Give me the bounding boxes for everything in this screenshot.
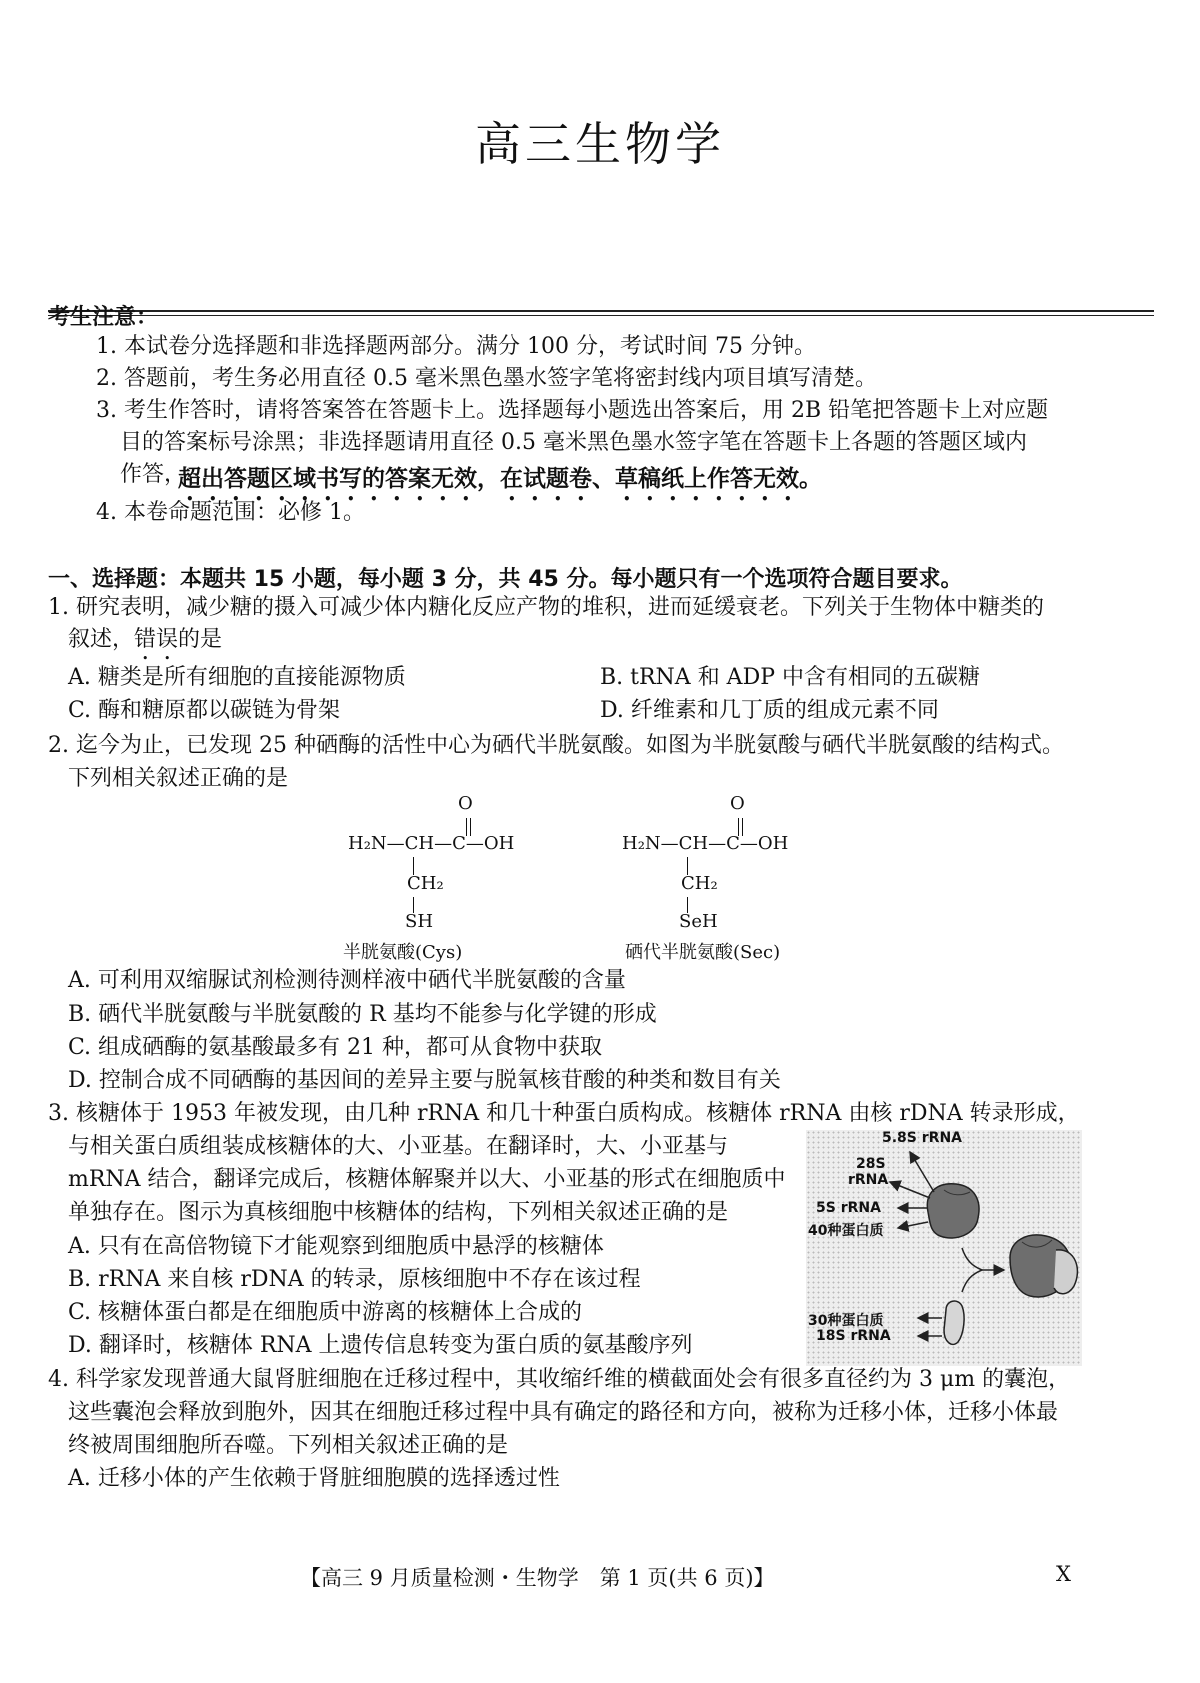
label-5-8s-rrna: 5.8S rRNA: [882, 1130, 962, 1146]
q4-option-a: A. 迁移小体的产生依赖于肾脏细胞膜的选择透过性: [68, 1466, 560, 1491]
q2-option-a: A. 可利用双缩脲试剂检测待测样液中硒代半胱氨酸的含量: [68, 968, 626, 993]
page-title: 高三生物学: [475, 117, 725, 171]
q1-emphasis: 错误: [134, 627, 179, 652]
label-18s-rrna: 18S rRNA: [816, 1328, 891, 1344]
notice-emphasis: 超出答题区域书写的答案无效，在试题卷、草稿纸上作答无效。: [178, 466, 822, 492]
notice-item-3-cont: 目的答案标号涂黑；非选择题请用直径 0.5 毫米黑色墨水签字笔在答题卡上各题的答题区域内: [120, 430, 1027, 455]
q2-option-c: C. 组成硒酶的氨基酸最多有 21 种，都可从食物中获取: [68, 1035, 603, 1060]
q4-stem-line2: 这些囊泡会释放到胞外，因其在细胞迁移过程中具有确定的路径和方向，被称为迁移小体，迁移小体最: [68, 1400, 1059, 1425]
label-40-proteins: 40种蛋白质: [808, 1223, 884, 1239]
q1-stem-line2: 叙述，错误的是: [68, 627, 223, 652]
notice-heading: 考生注意：: [48, 305, 159, 330]
q3-option-a: A. 只有在高倍物镜下才能观察到细胞质中悬浮的核糖体: [68, 1234, 604, 1259]
sec-r-group: SeH: [679, 911, 718, 932]
q3-stem-line1: 3. 核糖体于 1953 年被发现，由几种 rRNA 和几十种蛋白质构成。核糖体 rRNA 由核 rDNA 转录形成，: [48, 1101, 1080, 1126]
q3-stem-line2: 与相关蛋白质组装成核糖体的大、小亚基。在翻译时，大、小亚基与: [68, 1134, 729, 1159]
q3-option-b: B. rRNA 来自核 rDNA 的转录，原核细胞中不存在该过程: [68, 1267, 641, 1292]
q3-option-d: D. 翻译时，核糖体 RNA 上遗传信息转变为蛋白质的氨基酸序列: [68, 1333, 693, 1358]
notice-item-2: 2. 答题前，考生务必用直径 0.5 毫米黑色墨水签字笔将密封线内项目填写清楚。: [96, 366, 877, 391]
q1-option-d: D. 纤维素和几丁质的组成元素不同: [600, 698, 939, 723]
sec-backbone: H₂N—CH—C—OH: [622, 833, 789, 854]
notice-item-1: 1. 本试卷分选择题和非选择题两部分。满分 100 分，考试时间 75 分钟。: [96, 334, 816, 359]
footer-code: X: [1056, 1562, 1071, 1586]
notice-item-4: 4. 本卷命题范围：必修 1。: [96, 500, 365, 525]
ribosome-figure: [806, 1130, 1082, 1366]
q4-stem-line1: 4. 科学家发现普通大鼠肾脏细胞在迁移过程中，其收缩纤维的横截面处会有很多直径约为 3 μm 的囊泡，: [48, 1367, 1071, 1392]
header-rule: [48, 310, 1154, 312]
header-rule-thin: [48, 315, 1154, 316]
label-28s-rrna: rRNA: [848, 1172, 889, 1188]
q3-option-c: C. 核糖体蛋白都是在细胞质中游离的核糖体上合成的: [68, 1300, 583, 1325]
q4-stem-line3: 终被周围细胞所吞噬。下列相关叙述正确的是: [68, 1433, 509, 1458]
cys-r-group: SH: [405, 911, 434, 932]
q3-stem-line3: mRNA 结合，翻译完成后，核糖体解聚并以大、小亚基的形式在细胞质中: [68, 1167, 786, 1192]
q1-stem-line1: 1. 研究表明，减少糖的摄入可减少体内糖化反应产物的堆积，进而延缓衰老。下列关于生物体中糖类的: [48, 595, 1044, 620]
sec-ch2: CH₂: [681, 873, 718, 894]
label-5s-rrna: 5S rRNA: [816, 1200, 881, 1216]
sec-caption: 硒代半胱氨酸(Sec): [625, 942, 781, 963]
small-subunit: [944, 1301, 964, 1344]
q1-option-b: B. tRNA 和 ADP 中含有相同的五碳糖: [600, 665, 981, 690]
q3-stem-line4: 单独存在。图示为真核细胞中核糖体的结构，下列相关叙述正确的是: [68, 1200, 729, 1225]
section-heading: 一、选择题：本题共 15 小题，每小题 3 分，共 45 分。每小题只有一个选项符合题目要求。: [48, 567, 963, 592]
q1-option-a: A. 糖类是所有细胞的直接能源物质: [68, 665, 406, 690]
page-footer: 【高三 9 月质量检测・生物学 第 1 页(共 6 页)】: [300, 1566, 775, 1590]
label-30-proteins: 30种蛋白质: [808, 1313, 884, 1329]
q2-stem-line2: 下列相关叙述正确的是: [68, 766, 289, 791]
notice-item-3: 3. 考生作答时，请将答案答在答题卡上。选择题每小题选出答案后，用 2B 铅笔把答题卡上对应题: [96, 398, 1049, 423]
large-subunit: [927, 1184, 979, 1238]
q2-stem-line1: 2. 迄今为止，已发现 25 种硒酶的活性中心为硒代半胱氨酸。如图为半胱氨酸与硒代半胱氨酸的结构式。: [48, 733, 1064, 758]
q1-option-c: C. 酶和糖原都以碳链为骨架: [68, 698, 341, 723]
cys-backbone: H₂N—CH—C—OH: [348, 833, 515, 854]
label-28s: 28S: [856, 1156, 886, 1172]
notice-item-3-end: 作答，: [120, 462, 187, 487]
cys-caption: 半胱氨酸(Cys): [343, 942, 463, 963]
cys-ch2: CH₂: [407, 873, 444, 894]
q2-option-b: B. 硒代半胱氨酸与半胱氨酸的 R 基均不能参与化学键的形成: [68, 1002, 657, 1027]
q2-option-d: D. 控制合成不同硒酶的基因间的差异主要与脱氧核苷酸的种类和数目有关: [68, 1068, 781, 1093]
